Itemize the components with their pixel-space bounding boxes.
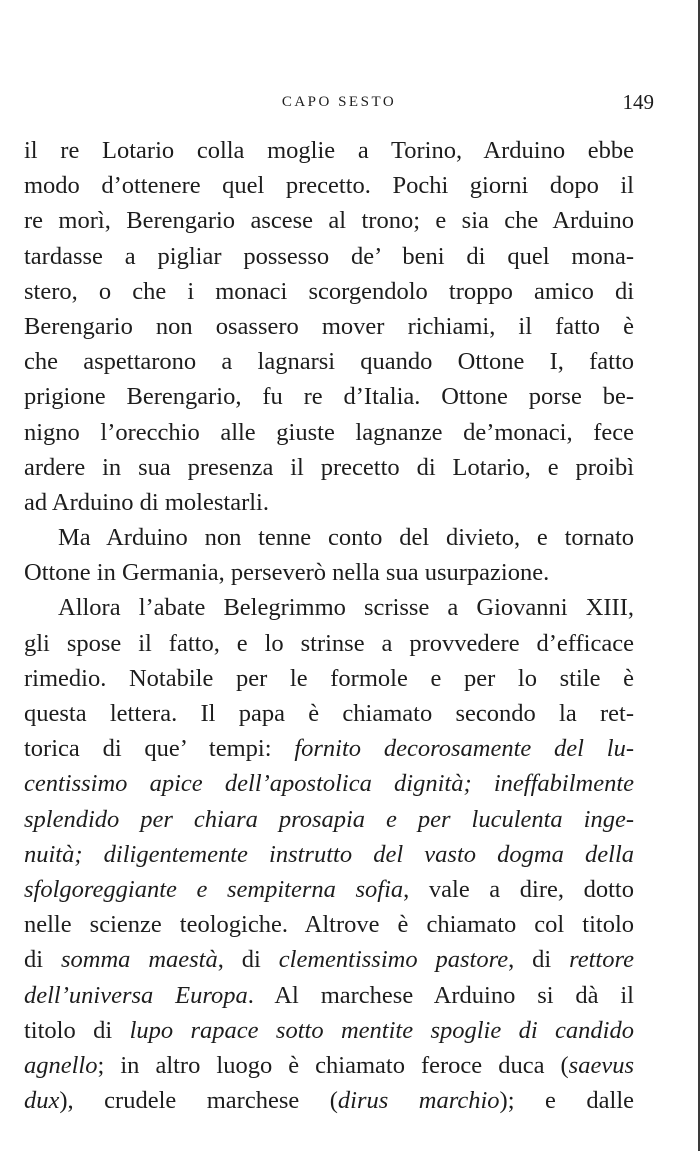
- text-line: [24, 942, 634, 977]
- text-segment: ad Arduino di molestarli.: [24, 488, 269, 516]
- text-line: [24, 274, 634, 309]
- text-segment: ; in altro luogo è chiamato feroce duca (: [97, 1051, 569, 1079]
- text-segment: , di: [508, 946, 570, 974]
- italic-text: somma maestà: [60, 946, 218, 974]
- text-segment: Allora l’abate Belegrimmo scrisse a Giovanni XIII,: [58, 594, 634, 622]
- italic-text: rettore: [569, 946, 634, 974]
- text-segment: Ma Arduino non tenne conto del divieto, e tornato: [58, 524, 634, 552]
- text-segment: nigno l’orecchio alle giuste lagnanze de’monaci, fece: [24, 418, 634, 446]
- text-line: [24, 344, 634, 379]
- italic-text: centissimo apice dell’apostolica dignità; ineffabilmente: [24, 770, 634, 798]
- text-line: [24, 907, 634, 942]
- text-line: [24, 696, 634, 731]
- text-line: [24, 1048, 634, 1083]
- text-segment: Berengario non osassero mover richiami, il fatto è: [24, 312, 634, 340]
- text-line: [24, 379, 634, 414]
- text-line: [24, 802, 634, 837]
- text-line: [24, 415, 634, 450]
- text-segment: torica di que’ tempi:: [24, 735, 295, 763]
- text-line: [24, 168, 634, 203]
- text-line: [24, 1083, 634, 1118]
- running-title: CAPO SESTO: [281, 94, 397, 110]
- italic-text: lupo rapace sotto mentite spoglie di candido: [129, 1016, 634, 1044]
- italic-text: dell’universa Europa: [24, 981, 248, 1009]
- body-text: [24, 133, 634, 1118]
- text-line: [24, 1013, 634, 1048]
- running-head: [24, 92, 654, 116]
- text-line: [24, 978, 634, 1013]
- text-segment: il re Lotario colla moglie a Torino, Arduino ebbe: [24, 137, 634, 164]
- text-line: [24, 872, 634, 907]
- text-line: [24, 661, 634, 696]
- italic-text: agnello: [24, 1051, 98, 1079]
- text-line: [24, 309, 634, 344]
- text-segment: questa lettera. Il papa è chiamato secondo la ret-: [24, 700, 634, 727]
- italic-text: sfolgoreggiante e sempiterna sofia: [24, 875, 404, 903]
- text-segment: tardasse a pigliar possesso de’ beni di quel mona-: [24, 242, 634, 270]
- text-segment: , vale a dire, dotto: [403, 875, 634, 903]
- text-segment: che aspettarono a lagnarsi quando Ottone I, fatto: [24, 348, 634, 376]
- text-segment: ); e dalle: [499, 1087, 634, 1115]
- italic-text: dirus marchio: [337, 1087, 500, 1115]
- text-segment: titolo di: [24, 1016, 130, 1044]
- text-segment: di: [24, 946, 61, 974]
- text-line: [24, 837, 634, 872]
- text-segment: prigione Berengario, fu re d’Italia. Ottone porse be-: [24, 383, 634, 411]
- italic-text: clementissimo pastore: [278, 946, 509, 974]
- text-segment: Ottone in Germania, perseverò nella sua usurpazione.: [24, 559, 550, 587]
- italic-text: saevus: [568, 1051, 634, 1079]
- text-line: [24, 520, 634, 555]
- text-segment: ), crudele marchese (: [59, 1087, 338, 1115]
- text-line: [24, 485, 634, 520]
- text-line: [24, 239, 634, 274]
- italic-text: fornito decorosamente del lu-: [294, 735, 634, 763]
- text-segment: stero, o che i monaci scorgendolo troppo amico di: [24, 277, 634, 305]
- text-line: [24, 203, 634, 238]
- italic-text: splendido per chiara prosapia e per luculenta inge-: [24, 805, 634, 833]
- text-line: [24, 626, 634, 661]
- text-line: [24, 555, 634, 590]
- page-number: 149: [622, 90, 654, 114]
- text-line: [24, 450, 634, 485]
- text-segment: , di: [217, 946, 279, 974]
- text-segment: modo d’ottenere quel precetto. Pochi giorni dopo il: [24, 172, 634, 200]
- italic-text: nuità; diligentemente instrutto del vasto dogma della: [24, 840, 634, 868]
- text-segment: re morì, Berengario ascese al trono; e sia che Arduino: [24, 207, 634, 235]
- text-segment: nelle scienze teologiche. Altrove è chiamato col titolo: [24, 911, 634, 939]
- text-segment: gli spose il fatto, e lo strinse a provvedere d’efficace: [24, 629, 634, 657]
- text-line: [24, 731, 634, 766]
- text-line: [24, 590, 634, 625]
- text-segment: ardere in sua presenza il precetto di Lotario, e proibì: [24, 453, 634, 481]
- text-line: [24, 133, 634, 168]
- text-line: [24, 766, 634, 801]
- text-segment: . Al marchese Arduino si dà il: [247, 981, 634, 1009]
- text-segment: rimedio. Notabile per le formole e per lo stile è: [24, 664, 634, 692]
- italic-text: dux: [24, 1087, 60, 1115]
